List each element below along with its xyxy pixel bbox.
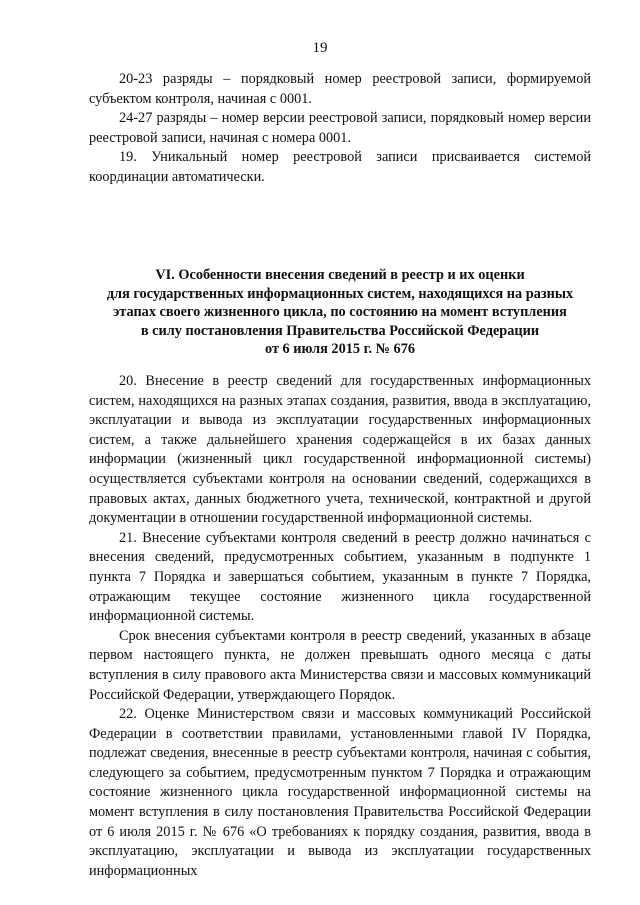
section-heading bbox=[70, 266, 610, 359]
paragraph: 22. Оценке Министерством связи и массовых коммуникаций Российской Федерации в соответствии правилами, установленными главой IV Порядка, подлежат сведения, внесенные в реестр субъектами контроля, начиная с события, следующего за событием, предусмотренным пунктом 7 Порядка и отражающим состояние жизненного цикла государственной информационной системы на момент вступления в силу постановления Правительства Российской Федерации от 6 июля 2015 г. № 676 «О требованиях к порядку создания, развития, ввода в эксплуатацию, эксплуатации и вывода из эксплуатации государственных информационных bbox=[89, 706, 591, 879]
paragraph: 20. Внесение в реестр сведений для государственных информационных систем, находящихся на разных этапах создания, развития, ввода в эксплуатацию, эксплуатации и вывода из эксплуатации государственных информационных систем, а также дальнейшего хранения содержащейся в их базах данных информации (жизненный цикл государственной информационной системы) осуществляется субъектами контроля на основании сведений, содержащихся в правовых актах, данных бюджетного учета, технической, контрактной и другой документации в отношении государственной информационной системы. bbox=[89, 373, 591, 527]
section-heading-line: этапах своего жизненного цикла, по состоянию на момент вступления bbox=[113, 304, 567, 320]
page-number: 19 bbox=[312, 40, 328, 56]
section-heading-line: для государственных информационных систем, находящихся на разных bbox=[106, 285, 574, 302]
paragraph: 19. Уникальный номер реестровой записи присваивается системой координации автоматически. bbox=[89, 149, 591, 185]
paragraph: 20-23 разряды – порядковый номер реестровой записи, формируемой субъектом контроля, начиная с 0001. bbox=[89, 71, 591, 107]
paragraph: 21. Внесение субъектами контроля сведений в реестр должно начинаться с внесения сведений, предусмотренных событием, указанным в подпункте 1 пункта 7 Порядка и завершаться событием, указанным в пункте 7 Порядка, отражающим текущее состояние жизненного цикла государственной информационной системы. bbox=[89, 529, 591, 625]
paragraph: Срок внесения субъектами контроля в реестр сведений, указанных в абзаце первом настоящего пункта, не должен превышать одного месяца с даты вступления в силу правового акта Министерства связи и массовых коммуникаций Российской Федерации, утверждающего Порядок. bbox=[89, 627, 591, 703]
section-heading-line: VI. Особенности внесения сведений в реестр и их оценки bbox=[155, 267, 525, 283]
top-text-block bbox=[89, 70, 591, 188]
section-heading-line: в силу постановления Правительства Российской Федерации bbox=[140, 322, 540, 339]
paragraph: 24-27 разряды – номер версии реестровой записи, порядковый номер версии реестровой записи, начиная с номера 0001. bbox=[89, 110, 591, 146]
main-text-block bbox=[89, 372, 591, 881]
section-heading-line: от 6 июля 2015 г. № 676 bbox=[265, 341, 415, 357]
